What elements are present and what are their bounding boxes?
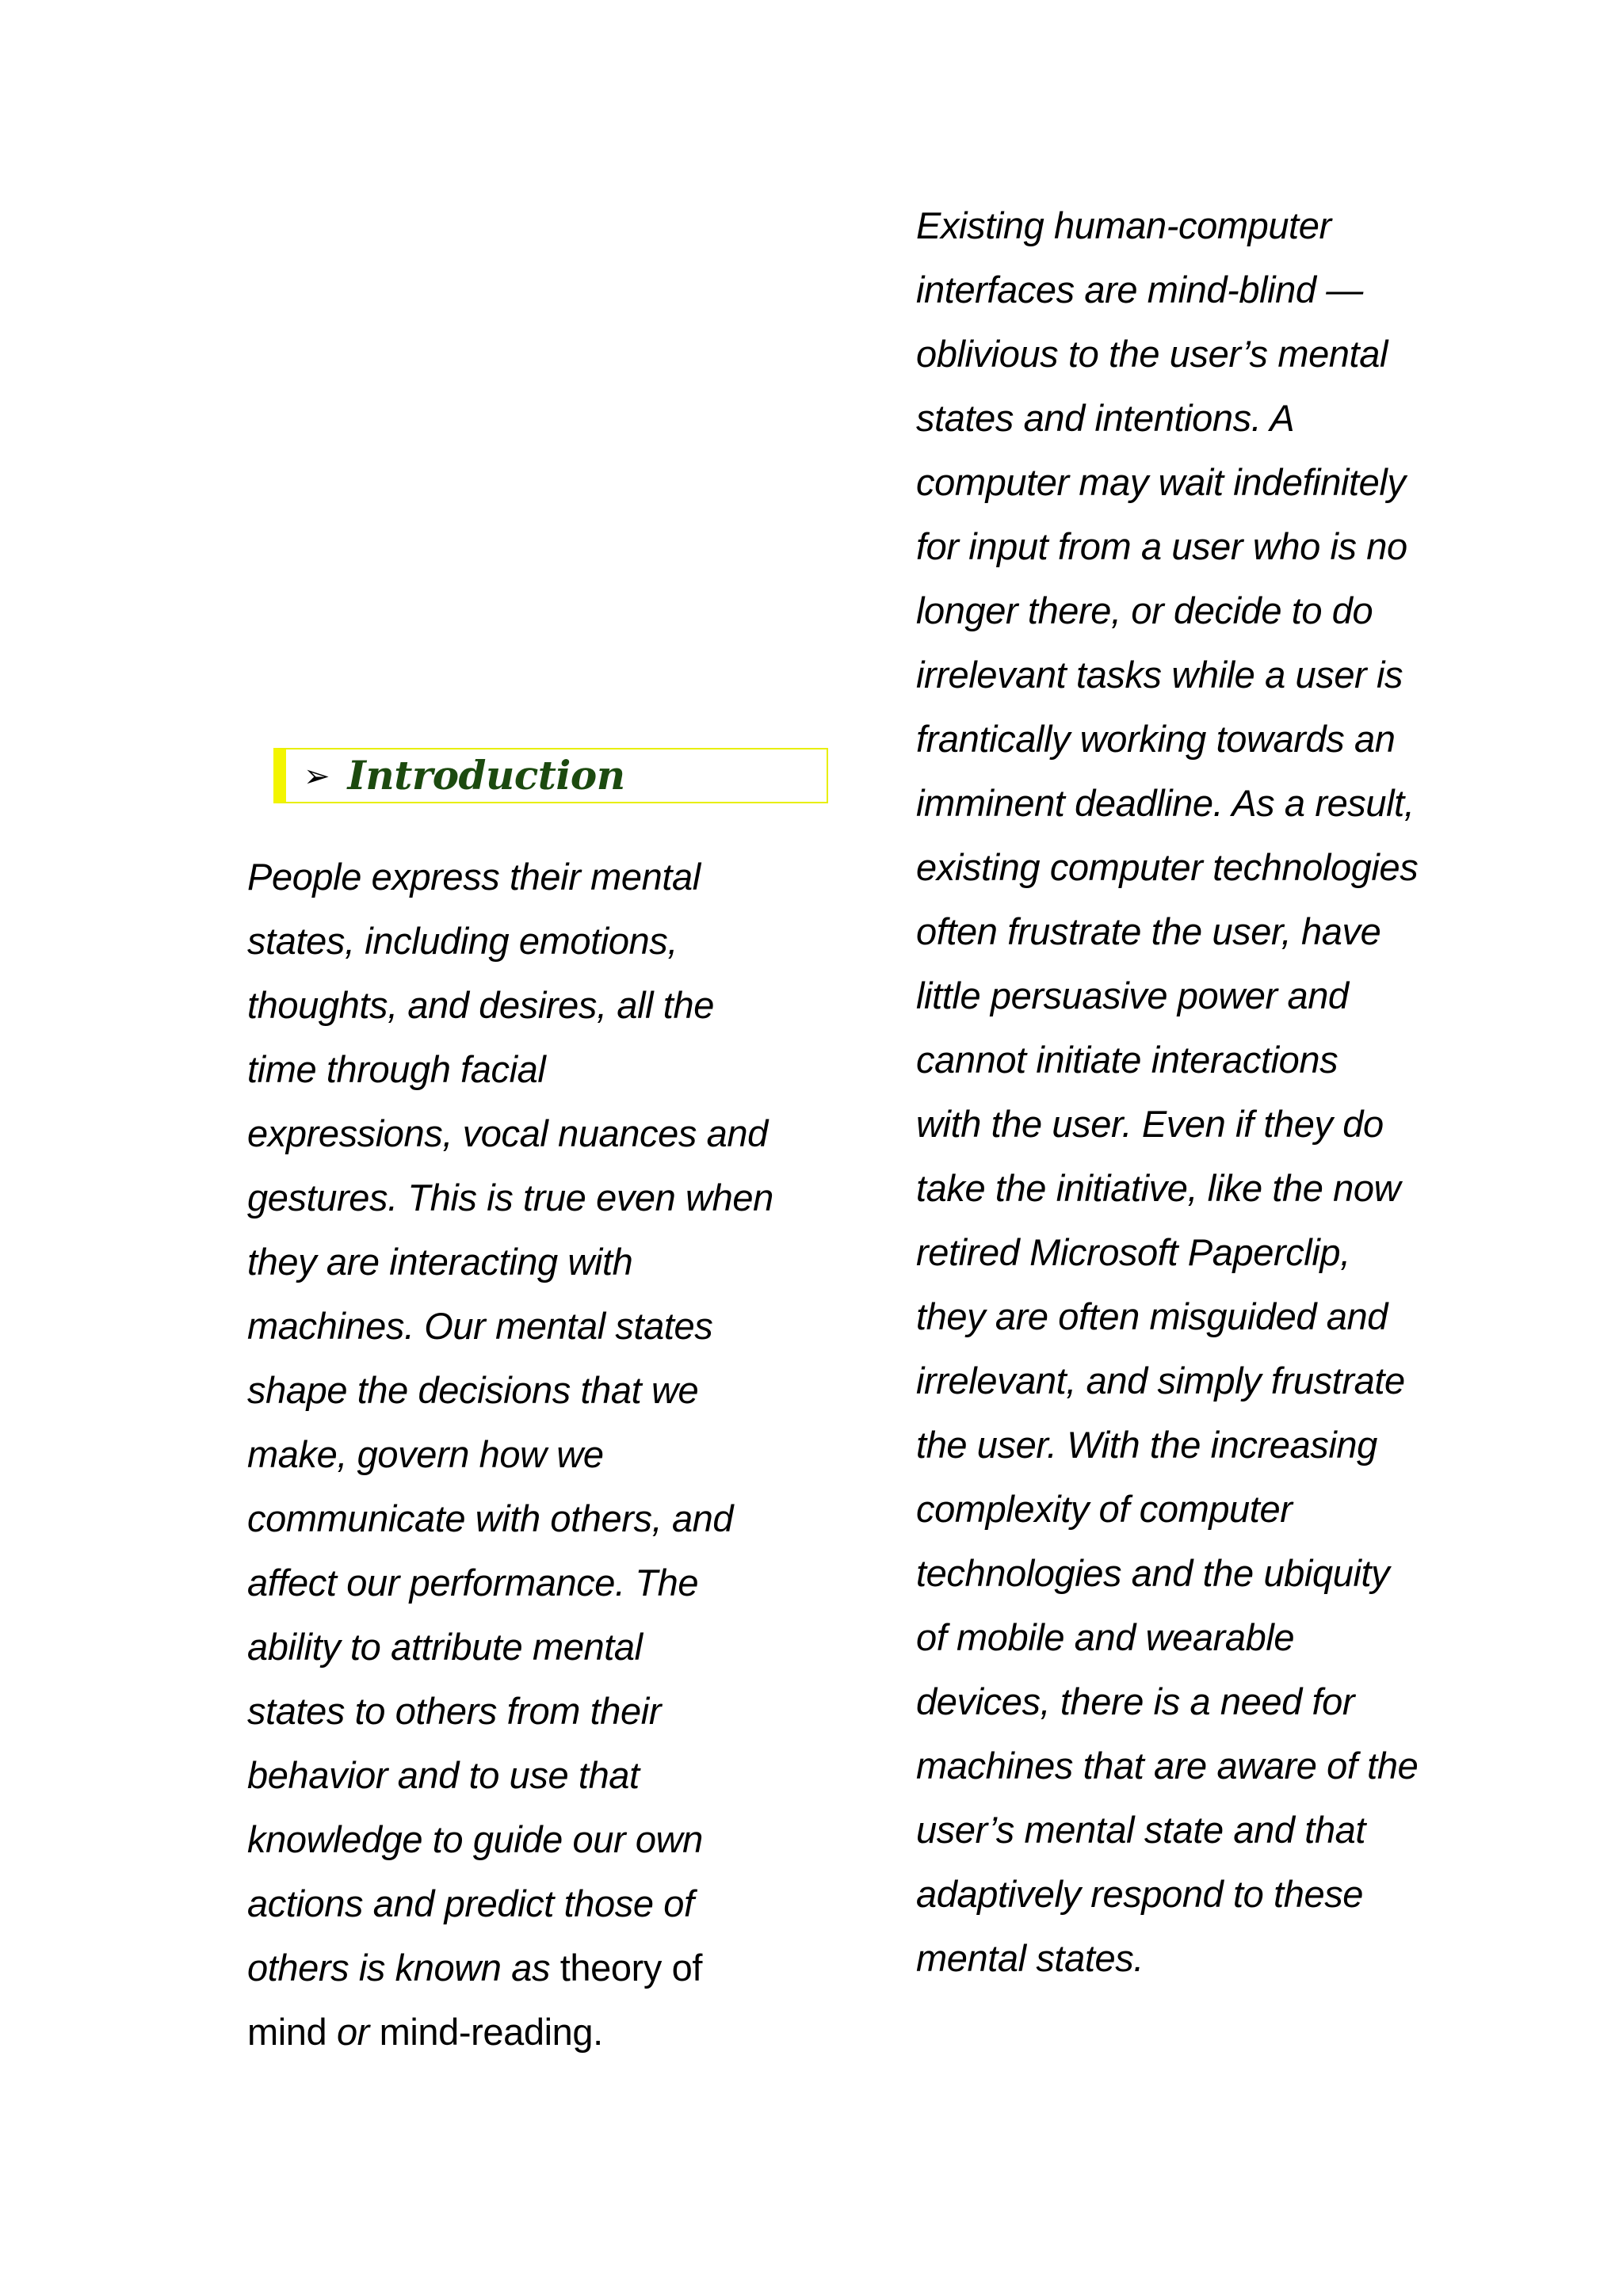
text-line: existing computer technologies: [916, 846, 1419, 888]
text-line: machines that are aware of the: [916, 1745, 1419, 1787]
text-line: for input from a user who is no: [916, 525, 1407, 567]
text-line: affect our performance. The: [247, 1562, 699, 1604]
text-line: cannot initiate interactions: [916, 1039, 1338, 1081]
text-line: with the user. Even if they do: [916, 1103, 1384, 1145]
term-theory-of: theory of: [559, 1947, 702, 1989]
arrow-bullet-icon: ➢: [304, 758, 330, 795]
text-line: states to others from their: [247, 1690, 662, 1732]
text-fragment: others is known as: [247, 1947, 560, 1989]
section-title: Introduction: [347, 752, 625, 799]
text-line: of mobile and wearable: [916, 1616, 1295, 1658]
text-line: little persuasive power and: [916, 974, 1349, 1016]
section-heading: [273, 748, 828, 803]
text-line: imminent deadline. As a result,: [916, 782, 1415, 824]
text-line: People express their mental: [247, 856, 701, 898]
right-column-paragraph: [916, 193, 1518, 1990]
text-line: [247, 2000, 818, 2064]
text-line: take the initiative, like the now: [916, 1167, 1401, 1209]
text-line: mental states.: [916, 1937, 1144, 1979]
text-line: the user. With the increasing: [916, 1424, 1377, 1466]
text-line: computer may wait indefinitely: [916, 461, 1406, 503]
text-line: make, govern how we: [247, 1433, 604, 1475]
text-line: they are often misguided and: [916, 1295, 1388, 1337]
text-line: communicate with others, and: [247, 1497, 734, 1539]
text-line: actions and predict those of: [247, 1882, 694, 1924]
text-line: complexity of computer: [916, 1488, 1293, 1530]
text-line: shape the decisions that we: [247, 1369, 699, 1411]
text-line: oblivious to the user’s mental: [916, 333, 1388, 375]
text-line: frantically working towards an: [916, 718, 1396, 760]
text-line: devices, there is a need for: [916, 1680, 1355, 1722]
text-line: irrelevant, and simply frustrate: [916, 1360, 1405, 1402]
text-line: often frustrate the user, have: [916, 910, 1381, 952]
text-line: ability to attribute mental: [247, 1626, 643, 1668]
text-line: Existing human-computer: [916, 204, 1331, 246]
text-fragment: or: [336, 2011, 369, 2053]
left-column-paragraph: [247, 845, 818, 2064]
text-line: time through facial: [247, 1048, 546, 1090]
text-line: technologies and the ubiquity: [916, 1552, 1390, 1594]
text-line: states and intentions. A: [916, 397, 1295, 439]
text-line: behavior and to use that: [247, 1754, 640, 1796]
term-mind: mind: [247, 2011, 337, 2053]
text-line: machines. Our mental states: [247, 1305, 713, 1347]
text-line: thoughts, and desires, all the: [247, 984, 714, 1026]
text-line: states, including emotions,: [247, 920, 678, 962]
text-line: expressions, vocal nuances and: [247, 1112, 768, 1154]
text-line: they are interacting with: [247, 1241, 633, 1283]
text-line: irrelevant tasks while a user is: [916, 654, 1403, 696]
text-line: [247, 1936, 818, 2000]
text-line: longer there, or decide to do: [916, 589, 1373, 631]
text-line: gestures. This is true even when: [247, 1177, 773, 1219]
text-line: retired Microsoft Paperclip,: [916, 1231, 1350, 1273]
text-line: user’s mental state and that: [916, 1809, 1366, 1851]
text-line: interfaces are mind-blind —: [916, 269, 1363, 311]
term-mind-reading: mind-reading.: [369, 2011, 603, 2053]
text-line: adaptively respond to these: [916, 1873, 1364, 1915]
text-line: knowledge to guide our own: [247, 1818, 703, 1860]
